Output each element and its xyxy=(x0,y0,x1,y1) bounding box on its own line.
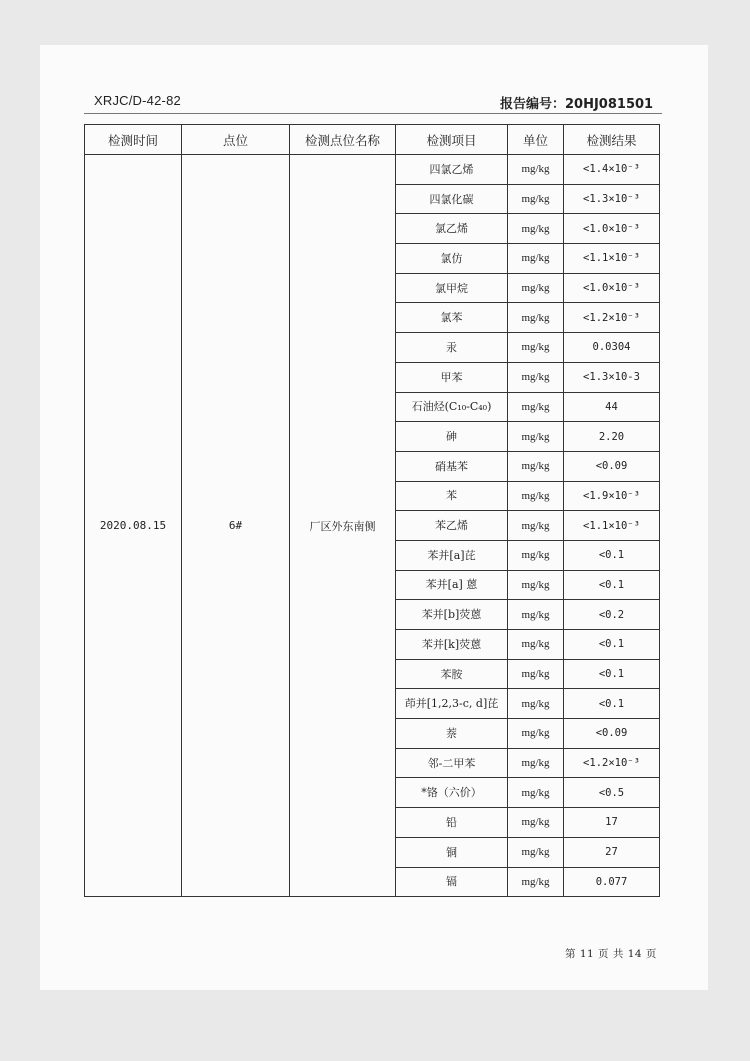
unit-cell: mg/kg xyxy=(508,273,564,303)
test-item-cell: 苯并[a]芘 xyxy=(396,540,508,570)
result-cell: <0.1 xyxy=(564,689,660,719)
test-item-cell: 四氯化碳 xyxy=(396,184,508,214)
test-item-cell: 汞 xyxy=(396,333,508,363)
result-cell: <0.5 xyxy=(564,778,660,808)
test-item-cell: 甲苯 xyxy=(396,362,508,392)
result-cell: <0.1 xyxy=(564,659,660,689)
point-name-cell: 厂区外东南侧 xyxy=(290,155,396,897)
unit-cell: mg/kg xyxy=(508,303,564,333)
unit-cell: mg/kg xyxy=(508,778,564,808)
unit-cell: mg/kg xyxy=(508,719,564,749)
test-item-cell: 石油烃(C₁₀-C₄₀) xyxy=(396,392,508,422)
unit-cell: mg/kg xyxy=(508,837,564,867)
result-cell: <1.2×10⁻³ xyxy=(564,748,660,778)
unit-cell: mg/kg xyxy=(508,659,564,689)
unit-cell: mg/kg xyxy=(508,155,564,185)
test-item-cell: 铜 xyxy=(396,837,508,867)
unit-cell: mg/kg xyxy=(508,244,564,274)
header-divider xyxy=(84,113,662,114)
unit-cell: mg/kg xyxy=(508,808,564,838)
unit-cell: mg/kg xyxy=(508,451,564,481)
result-cell: <1.4×10⁻³ xyxy=(564,155,660,185)
unit-cell: mg/kg xyxy=(508,362,564,392)
test-item-cell: 氯乙烯 xyxy=(396,214,508,244)
unit-cell: mg/kg xyxy=(508,184,564,214)
unit-cell: mg/kg xyxy=(508,422,564,452)
header-test-item: 检测项目 xyxy=(396,125,508,155)
result-cell: <1.9×10⁻³ xyxy=(564,481,660,511)
result-cell: <1.1×10⁻³ xyxy=(564,511,660,541)
result-cell: <0.1 xyxy=(564,630,660,660)
unit-cell: mg/kg xyxy=(508,540,564,570)
test-results-table xyxy=(84,124,660,897)
result-cell: 2.20 xyxy=(564,422,660,452)
result-cell: <1.3×10⁻³ xyxy=(564,184,660,214)
header-result: 检测结果 xyxy=(564,125,660,155)
result-cell: <0.09 xyxy=(564,719,660,749)
table-row xyxy=(85,155,660,185)
header-test-time: 检测时间 xyxy=(85,125,182,155)
result-cell: <1.3×10-3 xyxy=(564,362,660,392)
table-header-row xyxy=(85,125,660,155)
unit-cell: mg/kg xyxy=(508,630,564,660)
header-point-name: 检测点位名称 xyxy=(290,125,396,155)
result-cell: <0.2 xyxy=(564,600,660,630)
test-item-cell: 氯仿 xyxy=(396,244,508,274)
unit-cell: mg/kg xyxy=(508,689,564,719)
test-item-cell: 苯 xyxy=(396,481,508,511)
result-cell: 27 xyxy=(564,837,660,867)
unit-cell: mg/kg xyxy=(508,214,564,244)
result-cell: <0.09 xyxy=(564,451,660,481)
test-item-cell: 苯并[b]荧蒽 xyxy=(396,600,508,630)
result-cell: <1.0×10⁻³ xyxy=(564,273,660,303)
test-item-cell: 砷 xyxy=(396,422,508,452)
point-cell: 6# xyxy=(182,155,290,897)
unit-cell: mg/kg xyxy=(508,392,564,422)
result-cell: <0.1 xyxy=(564,570,660,600)
unit-cell: mg/kg xyxy=(508,867,564,897)
unit-cell: mg/kg xyxy=(508,511,564,541)
test-item-cell: 苯胺 xyxy=(396,659,508,689)
header-unit: 单位 xyxy=(508,125,564,155)
test-item-cell: 邻-二甲苯 xyxy=(396,748,508,778)
result-cell: 44 xyxy=(564,392,660,422)
test-item-cell: 镉 xyxy=(396,867,508,897)
test-item-cell: 四氯乙烯 xyxy=(396,155,508,185)
test-item-cell: 苯并[a] 蒽 xyxy=(396,570,508,600)
test-item-cell: 氯甲烷 xyxy=(396,273,508,303)
header-point: 点位 xyxy=(182,125,290,155)
test-item-cell: 铅 xyxy=(396,808,508,838)
test-item-cell: 硝基苯 xyxy=(396,451,508,481)
test-item-cell: 萘 xyxy=(396,719,508,749)
test-item-cell: 氯苯 xyxy=(396,303,508,333)
result-cell: <0.1 xyxy=(564,540,660,570)
document-code: XRJC/D-42-82 xyxy=(94,93,181,108)
result-cell: 0.0304 xyxy=(564,333,660,363)
result-cell: 17 xyxy=(564,808,660,838)
test-item-cell: *铬（六价） xyxy=(396,778,508,808)
result-cell: <1.2×10⁻³ xyxy=(564,303,660,333)
test-item-cell: 苯并[k]荧蒽 xyxy=(396,630,508,660)
unit-cell: mg/kg xyxy=(508,748,564,778)
unit-cell: mg/kg xyxy=(508,600,564,630)
result-cell: <1.0×10⁻³ xyxy=(564,214,660,244)
unit-cell: mg/kg xyxy=(508,570,564,600)
test-item-cell: 茚并[1,2,3-c, d]芘 xyxy=(396,689,508,719)
result-cell: 0.077 xyxy=(564,867,660,897)
result-cell: <1.1×10⁻³ xyxy=(564,244,660,274)
report-number: 报告编号：20HJ081501 xyxy=(500,97,654,112)
unit-cell: mg/kg xyxy=(508,333,564,363)
unit-cell: mg/kg xyxy=(508,481,564,511)
page-number: 第 11 页 共 14 页 xyxy=(565,948,657,960)
test-date-cell: 2020.08.15 xyxy=(85,155,182,897)
test-item-cell: 苯乙烯 xyxy=(396,511,508,541)
